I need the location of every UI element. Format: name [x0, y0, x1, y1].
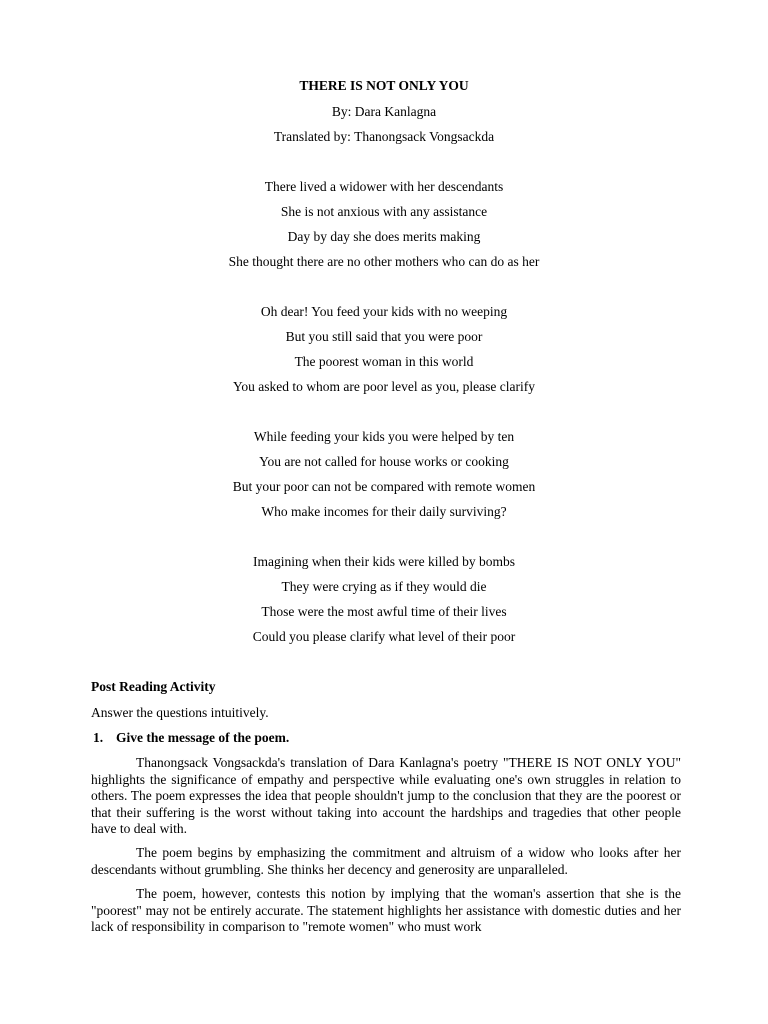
stanza-3-line-1: While feeding your kids you were helped by ten	[253, 429, 515, 444]
answer-paragraph-1: Thanongsack Vongsackda's translation of Dara Kanlagna's poetry "THERE IS NOT ONLY YOU" highlights the significance of empathy and perspective while evaluating one's own struggles in relation to others. The poem expresses the idea that people shouldn't jump to the conclusion that they are the poorest or that their suffering is the worst without taking into account the hardships and tragedies that other people have to deal with.	[91, 755, 681, 836]
stanza-1-line-1: There lived a widower with her descendants	[264, 179, 504, 194]
poem-author: By: Dara Kanlagna	[331, 104, 437, 119]
question-text: Give the message of the poem.	[116, 730, 290, 745]
poem-title: THERE IS NOT ONLY YOU	[299, 78, 469, 93]
answer-paragraph-2: The poem begins by emphasizing the commitment and altruism of a widow who looks after her descendants without grumbling. She thinks her decency and generosity are unparalleled.	[91, 845, 681, 877]
stanza-3-line-2: You are not called for house works or cooking	[259, 454, 509, 469]
stanza-2-line-4: You asked to whom are poor level as you, please clarify	[233, 379, 535, 394]
stanza-4-line-4: Could you please clarify what level of their poor	[252, 629, 516, 644]
stanza-3-line-4: Who make incomes for their daily surviving?	[261, 504, 507, 519]
stanza-1-line-2: She is not anxious with any assistance	[280, 204, 488, 219]
stanza-4-line-3: Those were the most awful time of their lives	[261, 604, 507, 619]
question-number: 1.	[93, 730, 104, 745]
activity-heading: Post Reading Activity	[91, 679, 216, 694]
stanza-1-line-3: Day by day she does merits making	[287, 229, 481, 244]
stanza-2-line-2: But you still said that you were poor	[285, 329, 483, 344]
poem-translator: Translated by: Thanongsack Vongsackda	[273, 129, 495, 144]
answer-paragraph-3: The poem, however, contests this notion by implying that the woman's assertion that she is the "poorest" may not be entirely accurate. The statement highlights her assistance with domestic duties and her lack of responsibility in comparison to "remote women" who must work	[91, 886, 681, 934]
stanza-2-line-3: The poorest woman in this world	[294, 354, 474, 369]
stanza-3-line-3: But your poor can not be compared with remote women	[232, 479, 536, 494]
stanza-4-line-1: Imagining when their kids were killed by bombs	[252, 554, 516, 569]
stanza-1-line-4: She thought there are no other mothers who can do as her	[228, 254, 540, 269]
stanza-2-line-1: Oh dear! You feed your kids with no weeping	[260, 304, 508, 319]
activity-instruction: Answer the questions intuitively.	[91, 705, 269, 720]
stanza-4-line-2: They were crying as if they would die	[281, 579, 487, 594]
